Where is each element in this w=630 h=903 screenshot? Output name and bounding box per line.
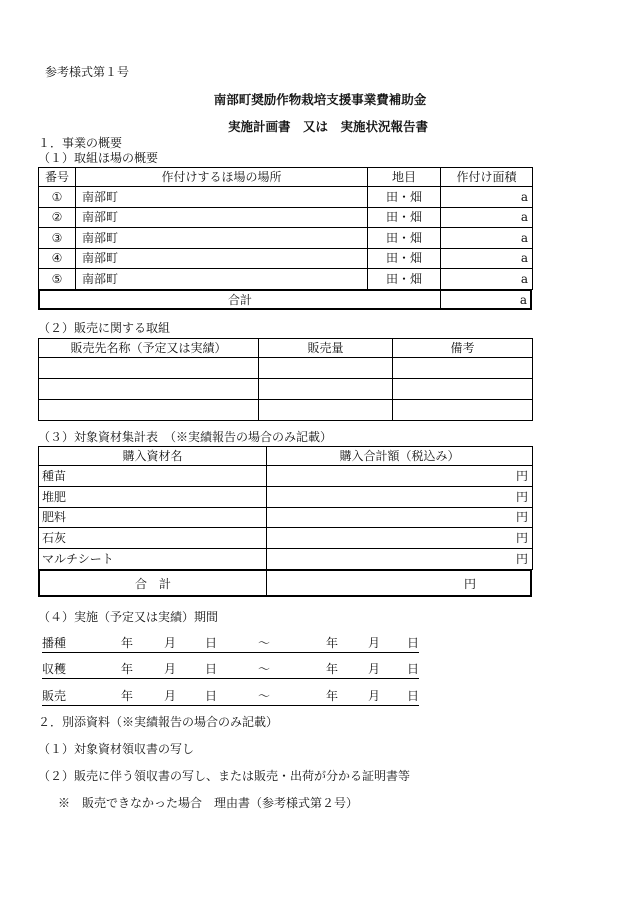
col-material-name: 購入資材名 [39,447,267,466]
empty-cell [39,379,259,400]
row-location: 南部町 [76,228,368,249]
row-land-type: 田・畑 [368,207,441,228]
attachment-item: （２）販売に伴う領収書の写し、または販売・出荷が分かる証明書等 [38,769,411,783]
material-amount-unit: 円 [267,486,533,507]
fields-total-unit: a [440,291,530,308]
start-year: 年 [121,689,134,703]
section-2-heading: ２．別添資料（※実績報告の場合のみ記載） [38,715,279,729]
document-title: 南部町奨励作物栽培支援事業費補助金 [213,92,427,107]
attachment-item: （１）対象資材領収書の写し [38,742,195,756]
materials-heading: （３）対象資材集計表 （※実績報告の場合のみ記載） [38,430,333,444]
end-month: 月 [368,689,381,703]
table-row [39,358,533,379]
empty-cell [39,358,259,379]
table-row [39,507,533,528]
start-month: 月 [164,689,177,703]
form-number: 参考様式第１号 [45,65,130,79]
row-land-type: 田・畑 [368,187,441,208]
row-number: ① [39,187,76,208]
table-row [39,228,533,249]
materials-total-unit: 円 [266,571,530,595]
document-subtitle: 実施計画書 又は 実施状況報告書 [227,119,428,134]
end-month: 月 [368,662,381,676]
col-remarks: 備考 [393,339,533,358]
materials-total-label: 合 計 [134,576,171,591]
start-year: 年 [121,662,134,676]
row-area-unit: a [441,269,533,290]
range-tilde: ～ [258,689,271,703]
row-location: 南部町 [76,187,368,208]
empty-cell [39,400,259,421]
col-sales-destination: 販売先名称（予定又は実績） [39,339,259,358]
attachment-note: ※ 販売できなかった場合 理由書（参考様式第２号） [58,796,359,810]
table-row [39,528,533,549]
period-heading: （４）実施（予定又は実績）期間 [38,610,219,624]
table-row [39,187,533,208]
row-area-unit: a [441,228,533,249]
material-amount-unit: 円 [267,549,533,570]
row-number: ④ [39,248,76,269]
end-year: 年 [326,636,339,650]
start-day: 日 [205,689,218,703]
end-month: 月 [368,636,381,650]
row-land-type: 田・畑 [368,248,441,269]
fields-total-label: 合計 [227,293,252,307]
fields-total-row [38,289,532,310]
row-area-unit: a [441,207,533,228]
empty-cell [259,379,393,400]
table-row [39,400,533,421]
row-location: 南部町 [76,207,368,228]
col-location: 作付けするほ場の場所 [76,168,368,187]
period-label: 播種 [42,636,67,650]
end-day: 日 [407,689,420,703]
period-label: 販売 [42,689,67,703]
empty-cell [259,400,393,421]
table-row [39,466,533,487]
period-label: 収穫 [42,662,67,676]
range-tilde: ～ [258,662,271,676]
materials-table [38,446,533,570]
table-row [39,248,533,269]
period-row-harvest [42,662,419,679]
material-name: マルチシート [39,549,267,570]
start-month: 月 [164,662,177,676]
material-name: 肥料 [39,507,267,528]
fields-heading: （１）取組ほ場の概要 [38,151,159,165]
material-name: 石灰 [39,528,267,549]
table-row [39,379,533,400]
sales-table [38,338,533,421]
row-land-type: 田・畑 [368,228,441,249]
row-location: 南部町 [76,269,368,290]
start-year: 年 [121,636,134,650]
fields-table [38,167,533,290]
fields-header-row [39,168,533,187]
row-number: ② [39,207,76,228]
section-1-heading: １．事業の概要 [38,136,123,150]
material-amount-unit: 円 [267,507,533,528]
col-sales-volume: 販売量 [259,339,393,358]
row-location: 南部町 [76,248,368,269]
material-name: 種苗 [39,466,267,487]
empty-cell [393,400,533,421]
sales-heading: （２）販売に関する取組 [38,321,171,335]
row-area-unit: a [441,248,533,269]
table-row [39,549,533,570]
table-row [39,486,533,507]
table-row [39,269,533,290]
end-year: 年 [326,662,339,676]
materials-total-row [38,569,532,597]
empty-cell [393,358,533,379]
end-day: 日 [407,662,420,676]
row-area-unit: a [441,187,533,208]
range-tilde: ～ [258,636,271,650]
start-day: 日 [205,662,218,676]
empty-cell [259,358,393,379]
row-number: ③ [39,228,76,249]
row-land-type: 田・畑 [368,269,441,290]
period-row-sales [42,689,419,706]
sales-header-row [39,339,533,358]
col-area: 作付け面積 [441,168,533,187]
col-number: 番号 [39,168,76,187]
col-purchase-total: 購入合計額（税込み） [267,447,533,466]
period-row-sowing [42,636,419,653]
material-amount-unit: 円 [267,528,533,549]
end-year: 年 [326,689,339,703]
table-row [39,207,533,228]
materials-header-row [39,447,533,466]
col-land-type: 地目 [368,168,441,187]
start-day: 日 [205,636,218,650]
material-amount-unit: 円 [267,466,533,487]
end-day: 日 [407,636,420,650]
row-number: ⑤ [39,269,76,290]
start-month: 月 [164,636,177,650]
empty-cell [393,379,533,400]
material-name: 堆肥 [39,486,267,507]
